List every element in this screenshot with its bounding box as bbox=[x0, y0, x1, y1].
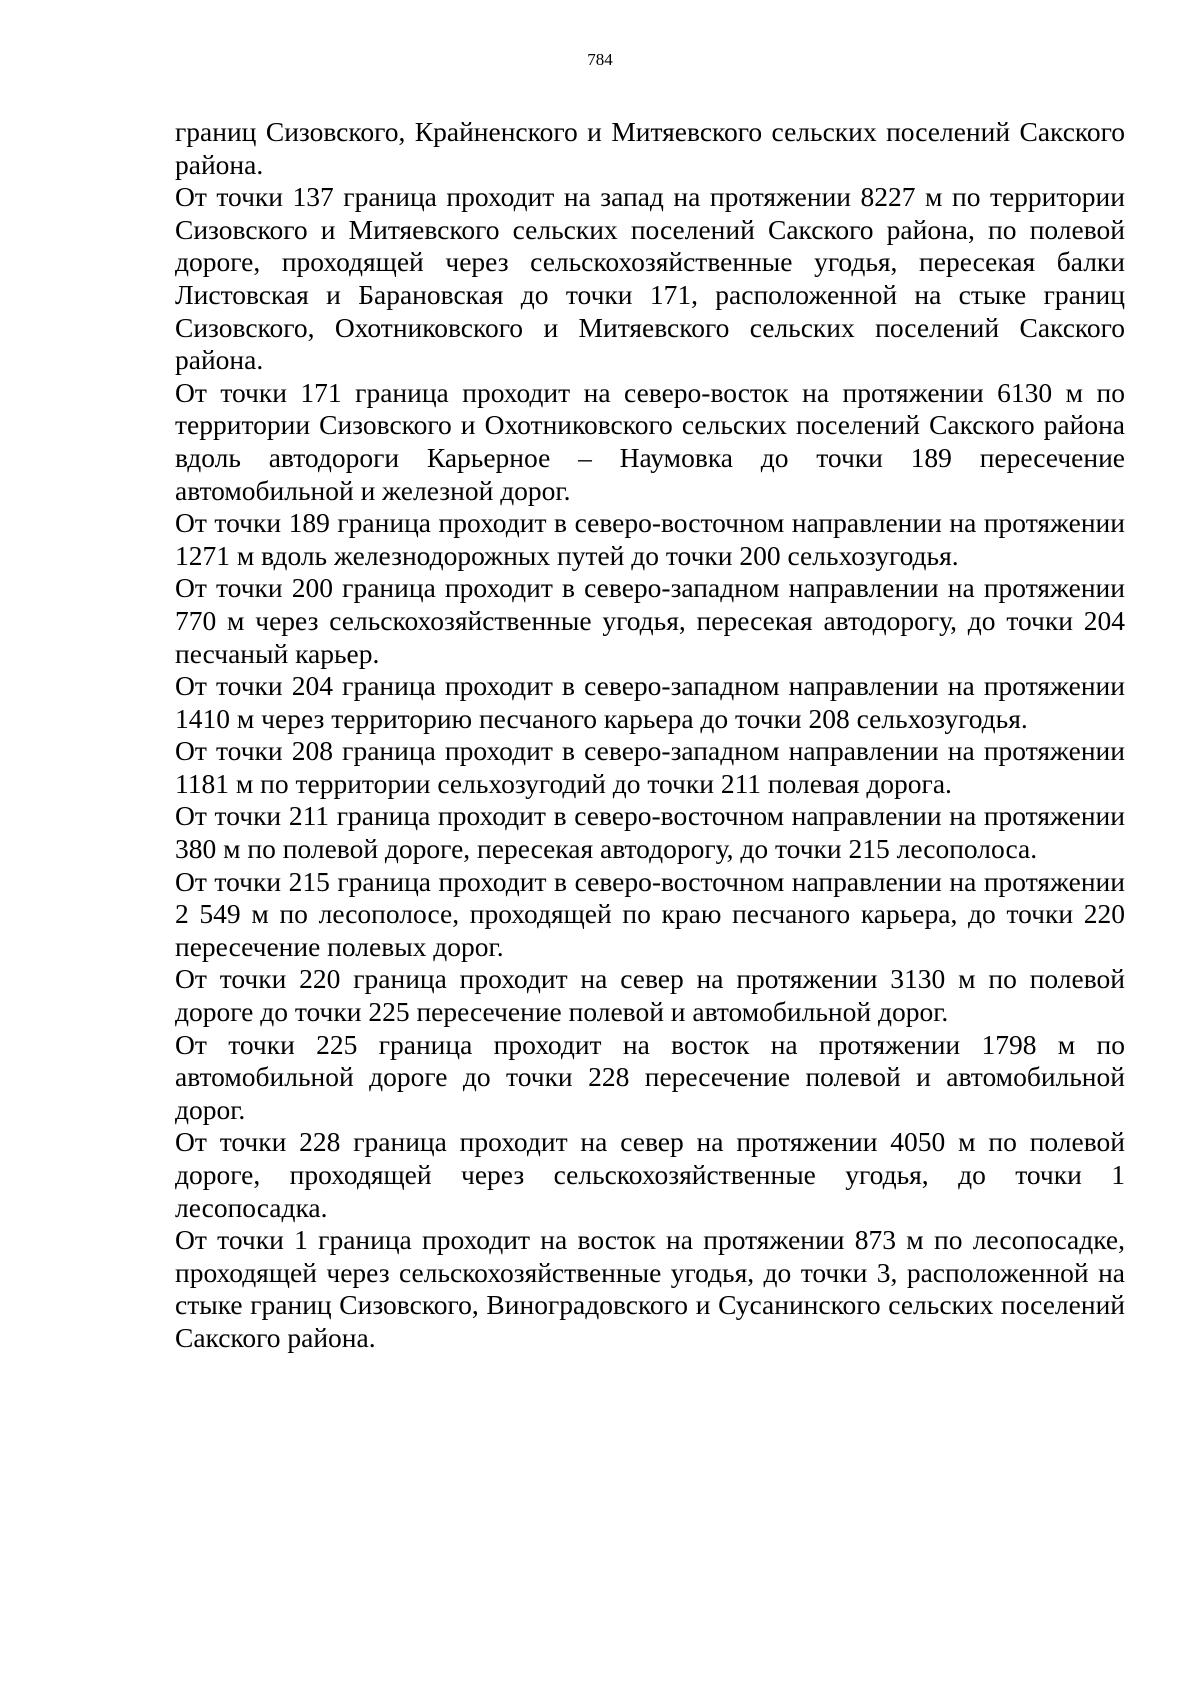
paragraph-point-200: От точки 200 граница проходит в северо-западном направлении на протяжении 770 м через сельскохозяйственные угодья, пересекая автодорогу, до точки 204 песчаный карьер. bbox=[175, 572, 1125, 669]
paragraph-point-211: От точки 211 граница проходит в северо-восточном направлении на протяжении 380 м по полевой дороге, пересекая автодорогу, до точки 215 лесополоса. bbox=[175, 800, 1125, 865]
paragraph-point-189: От точки 189 граница проходит в северо-восточном направлении на протяжении 1271 м вдоль железнодорожных путей до точки 200 сельхозугодья. bbox=[175, 507, 1125, 571]
paragraph-point-204: От точки 204 граница проходит в северо-западном направлении на протяжении 1410 м через территорию песчаного карьера до точки 208 сельхозугодья. bbox=[175, 670, 1125, 734]
paragraph-point-171: От точки 171 граница проходит на северо-восток на протяжении 6130 м по территории Сизовского и Охотниковского сельских поселений Сакского района вдоль автодороги Карьерное – Наумовка до точки 189 пересечение автомобильной и железной дорог. bbox=[175, 376, 1125, 506]
paragraph-continuation: границ Сизовского, Крайненского и Митяевского сельских поселений Сакского района. bbox=[175, 116, 1125, 180]
paragraph-point-1: От точки 1 граница проходит на восток на протяжении 873 м по лесопосадке, проходящей через сельскохозяйственные угодья, до точки 3, расположенной на стыке границ Сизовского, Виноградовского и Сусанинского сельских поселений Сакского района. bbox=[175, 1224, 1125, 1353]
paragraph-point-228: От точки 228 граница проходит на север на протяжении 4050 м по полевой дороге, проходящей через сельскохозяйственные угодья, до точки 1 лесопосадка. bbox=[175, 1126, 1125, 1223]
page-number: 784 bbox=[587, 50, 613, 69]
paragraph-point-137: От точки 137 граница проходит на запад на протяжении 8227 м по территории Сизовского и Митяевского сельских поселений Сакского района, по полевой дороге, проходящей через сельскохозяйственные угодья, пересекая балки Листовская и Барановская до точки 171, расположенной на стыке границ Сизовского, Охотниковского и Митяевского сельских поселений Сакского района. bbox=[175, 181, 1125, 376]
document-body bbox=[175, 116, 1125, 1355]
paragraph-point-225: От точки 225 граница проходит на восток на протяжении 1798 м по автомобильной дороге до точки 228 пересечение полевой и автомобильной дорог. bbox=[175, 1028, 1125, 1125]
paragraph-point-215: От точки 215 граница проходит в северо-восточном направлении на протяжении 2 549 м по лесополосе, проходящей по краю песчаного карьера, до точки 220 пересечение полевых дорог. bbox=[175, 865, 1125, 962]
paragraph-point-220: От точки 220 граница проходит на север на протяжении 3130 м по полевой дороге до точки 225 пересечение полевой и автомобильной дорог. bbox=[175, 963, 1125, 1028]
paragraph-point-208: От точки 208 граница проходит в северо-западном направлении на протяжении 1181 м по территории сельхозугодий до точки 211 полевая дорога. bbox=[175, 735, 1125, 799]
